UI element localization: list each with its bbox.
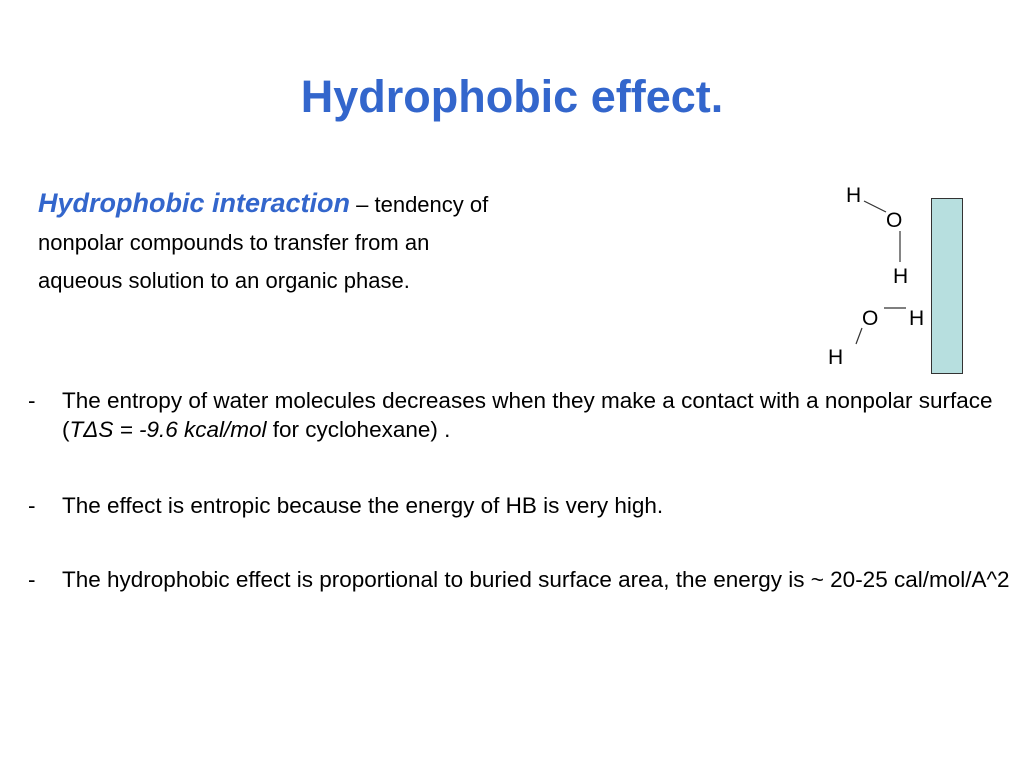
definition-text-line3: aqueous solution to an organic phase.	[38, 268, 410, 293]
definition-term: Hydrophobic interaction	[38, 188, 351, 218]
atom-h3: H	[909, 307, 925, 330]
bullet-item	[22, 491, 1012, 520]
bullet-item	[22, 565, 1012, 594]
bullet-dash: -	[28, 567, 36, 592]
bond-h1-o1	[864, 201, 886, 212]
bullet-text: The hydrophobic effect is proportional to buried surface area, the energy is ~ 20-25 cal/mol/A^2	[62, 567, 1010, 592]
bullet-dash: -	[28, 493, 36, 518]
bullet-text-part1: The entropy of water molecules decreases when they make a contact with a nonpolar surface (	[62, 388, 993, 442]
bullet-item	[22, 386, 1012, 444]
bond-o2-h4	[856, 328, 862, 344]
slide-title: Hydrophobic effect.	[300, 71, 724, 122]
bullet-text: The effect is entropic because the energy of HB is very high.	[62, 493, 664, 518]
atom-h4: H	[828, 346, 844, 369]
bullet-dash: -	[28, 388, 36, 413]
entropy-formula: TΔS = -9.6 kcal/mol	[69, 417, 267, 442]
atom-o2: O	[862, 307, 879, 330]
definition-text-line2: nonpolar compounds to transfer from an	[38, 230, 430, 255]
atom-h2: H	[893, 265, 909, 288]
bullet-list	[22, 386, 1012, 594]
atom-h1: H	[846, 184, 862, 207]
nonpolar-surface	[931, 198, 963, 374]
atom-o1: O	[886, 209, 903, 232]
definition-text-line1: – tendency of	[350, 192, 489, 217]
bullet-text-part2: for cyclohexane) .	[266, 417, 451, 442]
